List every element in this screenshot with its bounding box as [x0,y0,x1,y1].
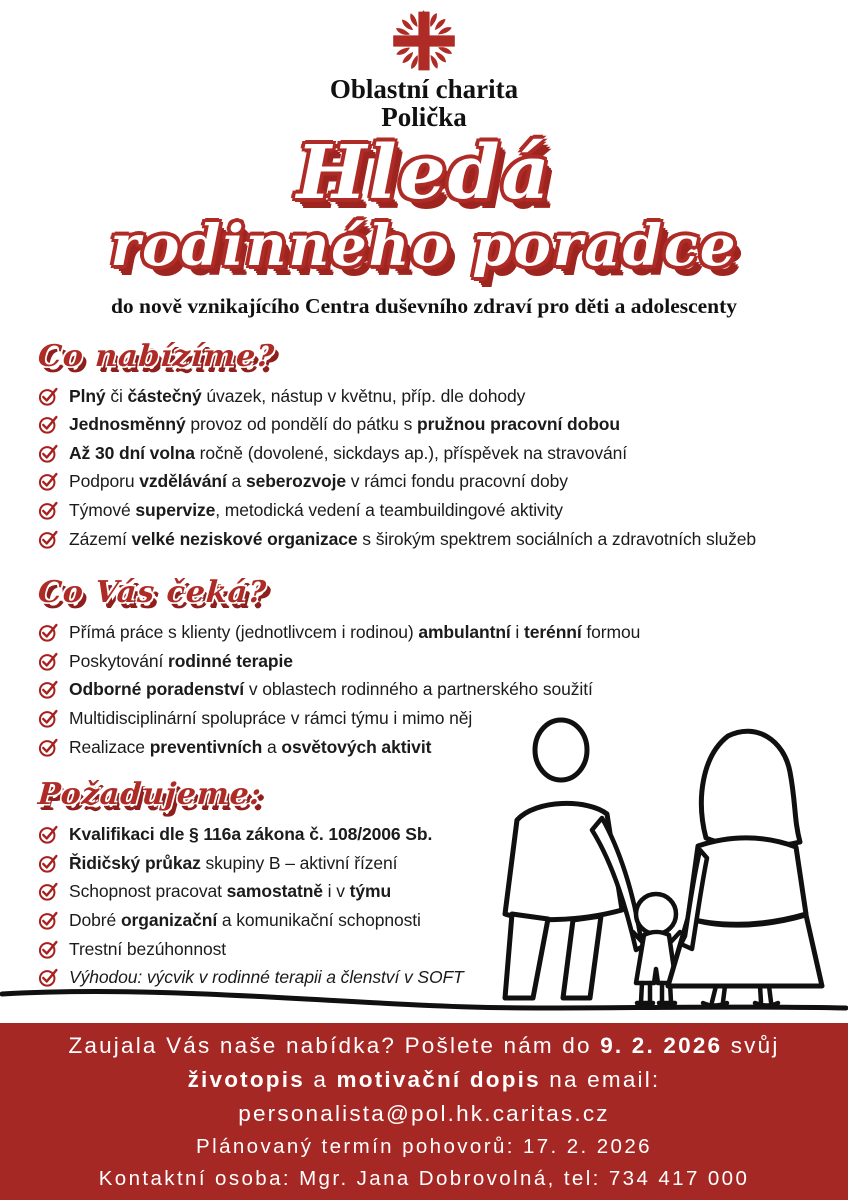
poster-body [38,339,848,992]
list-item [38,877,848,906]
list-item-text: Plný či částečný úvazek, nástup v květnu, příp. dle dohody [69,385,526,406]
footer-line [0,1132,848,1162]
poster-subtitle: do nově vznikajícího Centra duševního zdraví pro děti a adolescenty [110,293,738,318]
check-icon [38,443,59,464]
check-icon [38,414,59,435]
list-item-text: Multidisciplinární spolupráce v rámci týmu i mimo něj [69,707,473,728]
section-what-we-offer [38,339,848,554]
list-item-text: Jednosměnný provoz od pondělí do pátku s pružnou pracovní dobou [69,414,620,435]
footer-line-text: Plánovaný termín pohovorů: 17. 2. 2026 [196,1134,652,1158]
check-icon [38,881,59,902]
footer-line [0,1064,848,1096]
offer-list [38,382,848,554]
check-icon [38,471,59,492]
check-icon [38,679,59,700]
title-line1: Hledá [296,129,552,216]
check-icon [38,386,59,407]
section-what-awaits-you [38,575,848,761]
list-item [38,963,848,992]
list-item [38,496,848,525]
list-item [38,733,848,762]
footer-line [0,1098,848,1130]
list-item-text: Přímá práce s klienty (jednotlivcem i rodinou) ambulantní i terénní formou [69,622,641,643]
requirements-list [38,820,848,992]
footer-line-text: Kontaktní osoba: Mgr. Jana Dobrovolná, tel: 734 417 000 [98,1166,750,1190]
footer-line-text: životopis a motivační dopis na email: [187,1066,661,1092]
check-icon [38,737,59,758]
list-item-text: Podporu vzdělávání a seberozvoje v rámci fondu pracovní doby [69,471,568,492]
check-icon [38,967,59,988]
list-item-text: Řidičský průkaz skupiny B – aktivní řízení [69,852,398,873]
list-item [38,618,848,647]
list-item [38,647,848,676]
list-item-text: Kvalifikaci dle § 116a zákona č. 108/2006 Sb. [69,824,433,845]
list-item-text: Poskytování rodinné terapie [69,650,293,671]
list-item [38,704,848,733]
list-item [38,849,848,878]
check-icon [38,708,59,729]
list-item [38,439,848,468]
list-item [38,906,848,935]
list-item-text: Výhodou: výcvik v rodinné terapii a členství v SOFT [69,967,464,988]
check-icon [38,853,59,874]
org-name [0,76,848,132]
check-icon [38,910,59,931]
list-item [38,525,848,554]
list-item-text: Trestní bezúhonnost [69,938,226,959]
org-name-line1: Oblastní charita [329,74,519,104]
ground-line [2,992,846,1008]
poster-title [0,129,848,279]
check-icon [38,824,59,845]
check-icon [38,622,59,643]
list-item [38,467,848,496]
title-line2: rodinného poradce [110,212,738,279]
footer-line-text: Zaujala Vás naše nabídka? Pošlete nám do 9. 2. 2026 svůj [68,1032,780,1058]
footer-line-text: personalista@pol.hk.caritas.cz [238,1100,610,1126]
list-item [38,410,848,439]
list-item-text: Týmové supervize, metodická vedení a teambuildingové aktivity [69,499,563,520]
footer-contact-band [0,1023,848,1200]
section-heading: Co nabízíme? [36,338,277,374]
list-item-text: Zázemí velké neziskové organizace s širokým spektrem sociálních a zdravotních služeb [69,528,757,549]
footer-line [0,1030,848,1062]
check-icon [38,939,59,960]
list-item-text: Realizace preventivních a osvětových aktivit [69,736,432,757]
list-item-text: Schopnost pracovat samostatně i v týmu [69,881,392,902]
list-item [38,935,848,964]
check-icon [38,529,59,550]
section-heading: Požadujeme: [36,777,264,813]
check-icon [38,651,59,672]
section-we-require [38,777,848,992]
section-heading: Co Vás čeká? [36,575,269,611]
poster-header [0,0,848,319]
org-name-line2: Polička [381,101,467,132]
caritas-logo-icon [389,6,459,76]
footer-line [0,1164,848,1194]
list-item-text: Dobré organizační a komunikační schopnosti [69,909,421,930]
list-item [38,675,848,704]
awaits-list [38,618,848,761]
list-item [38,820,848,849]
list-item-text: Odborné poradenství v oblastech rodinného a partnerského soužití [69,679,593,700]
list-item-text: Až 30 dní volna ročně (dovolené, sickdays ap.), příspěvek na stravování [69,442,628,463]
check-icon [38,500,59,521]
list-item [38,382,848,411]
